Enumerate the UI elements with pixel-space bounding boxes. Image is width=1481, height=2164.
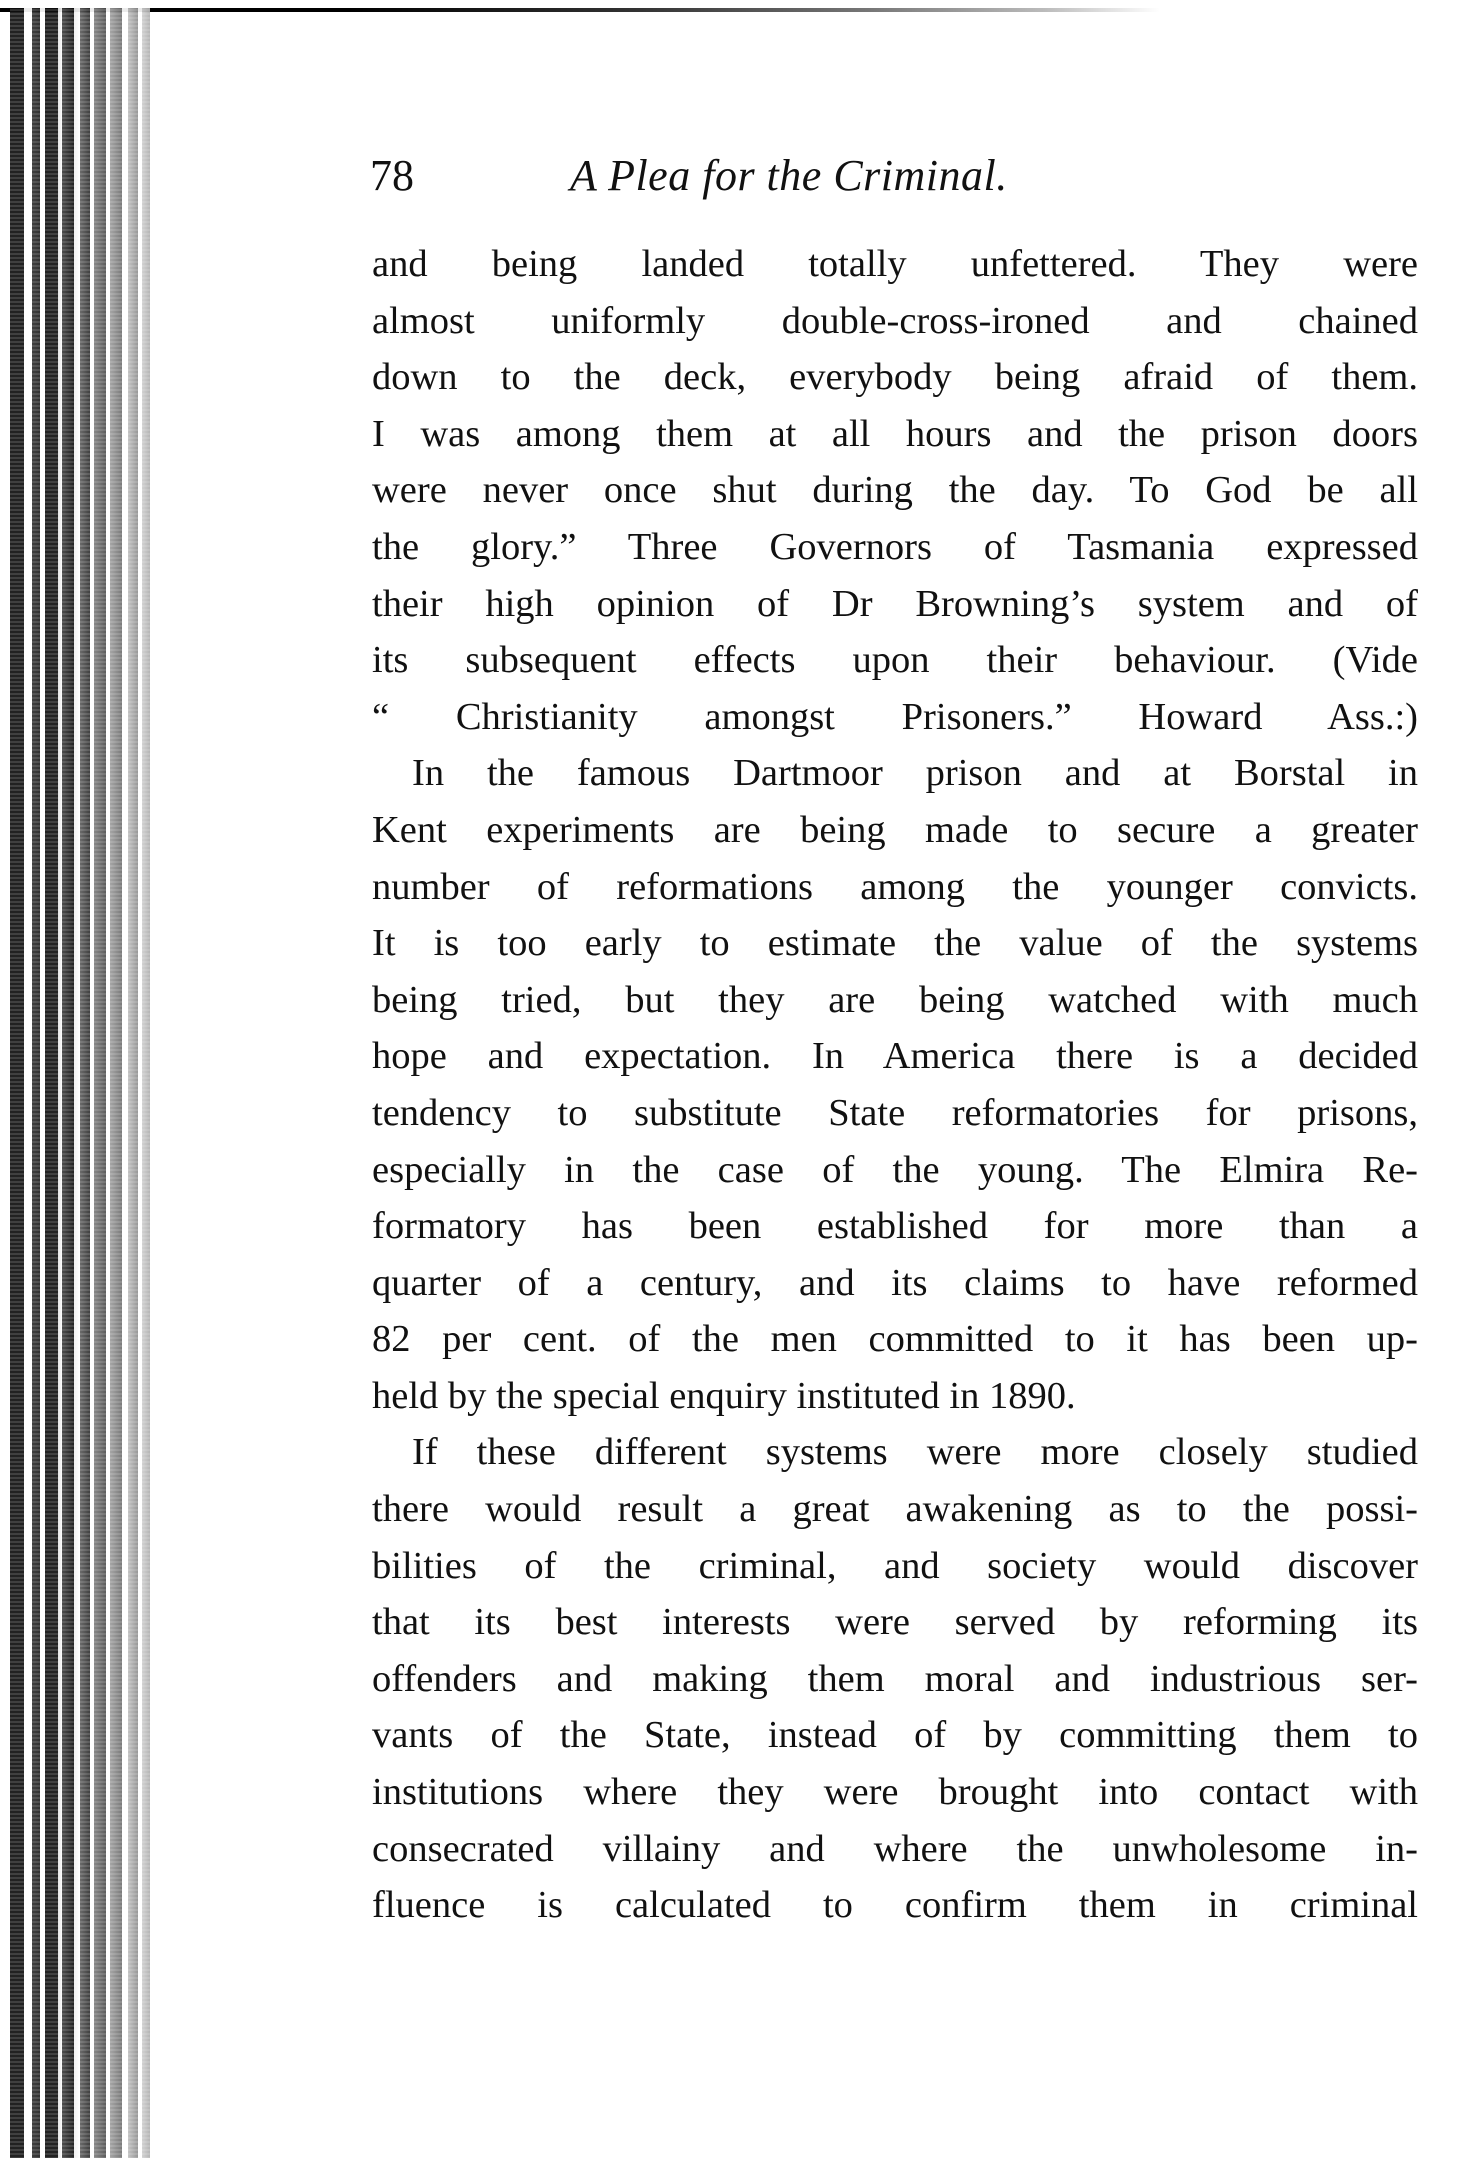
text-line: offenders and making them moral and industrious ser- <box>372 1657 1418 1700</box>
book-page <box>372 150 1422 1934</box>
text-line: were never once shut during the day. To God be all <box>372 469 1418 512</box>
running-title: A Plea for the Criminal. <box>570 151 1008 200</box>
text-line: “ Christianity amongst Prisoners.” Howard Ass.:) <box>372 695 1418 738</box>
text-line: the glory.” Three Governors of Tasmania expressed <box>372 525 1418 568</box>
text-line: tendency to substitute State reformatories for prisons, <box>372 1091 1418 1134</box>
text-line: vants of the State, instead of by committing them to <box>372 1714 1418 1757</box>
text-line: Kent experiments are being made to secure a greater <box>372 808 1418 851</box>
text-line: and being landed totally unfettered. They were <box>372 243 1418 285</box>
text-line: there would result a great awakening as to the possi- <box>372 1488 1418 1531</box>
text-line: I was among them at all hours and the prison doors <box>372 412 1418 455</box>
text-line: down to the deck, everybody being afraid of them. <box>372 356 1418 399</box>
text-line: their high opinion of Dr Browning’s system and of <box>372 582 1418 625</box>
text-line: It is too early to estimate the value of the systems <box>372 922 1418 965</box>
page-number: 78 <box>370 151 414 200</box>
book-binding-edge <box>10 8 150 2158</box>
text-line: institutions where they were brought into contact with <box>372 1771 1418 1814</box>
text-line: fluence is calculated to confirm them in criminal <box>372 1884 1418 1927</box>
text-line: its subsequent effects upon their behaviour. (Vide <box>372 639 1418 682</box>
body-text <box>372 236 1422 1934</box>
text-line: being tried, but they are being watched with much <box>372 978 1418 1021</box>
text-line: almost uniformly double-cross-ironed and chained <box>372 299 1418 342</box>
paragraph-end-line: held by the special enquiry instituted in 1890. <box>372 1374 1076 1417</box>
text-line: that its best interests were served by reforming its <box>372 1601 1418 1644</box>
text-line: especially in the case of the young. The Elmira Re- <box>372 1148 1418 1191</box>
text-line: formatory has been established for more than a <box>372 1205 1418 1248</box>
scan-top-edge <box>0 8 1160 12</box>
running-head <box>370 150 1422 210</box>
text-line: 82 per cent. of the men committed to it has been up- <box>372 1318 1418 1361</box>
text-line: number of reformations among the younger convicts. <box>372 865 1418 908</box>
paragraph-start-line: In the famous Dartmoor prison and at Borstal in <box>412 752 1418 795</box>
text-line: bilities of the criminal, and society would discover <box>372 1544 1418 1587</box>
text-line: consecrated villainy and where the unwholesome in- <box>372 1827 1418 1870</box>
text-line: hope and expectation. In America there is a decided <box>372 1035 1418 1078</box>
text-line: quarter of a century, and its claims to have reformed <box>372 1261 1418 1304</box>
paragraph-start-line: If these different systems were more closely studied <box>412 1431 1418 1474</box>
